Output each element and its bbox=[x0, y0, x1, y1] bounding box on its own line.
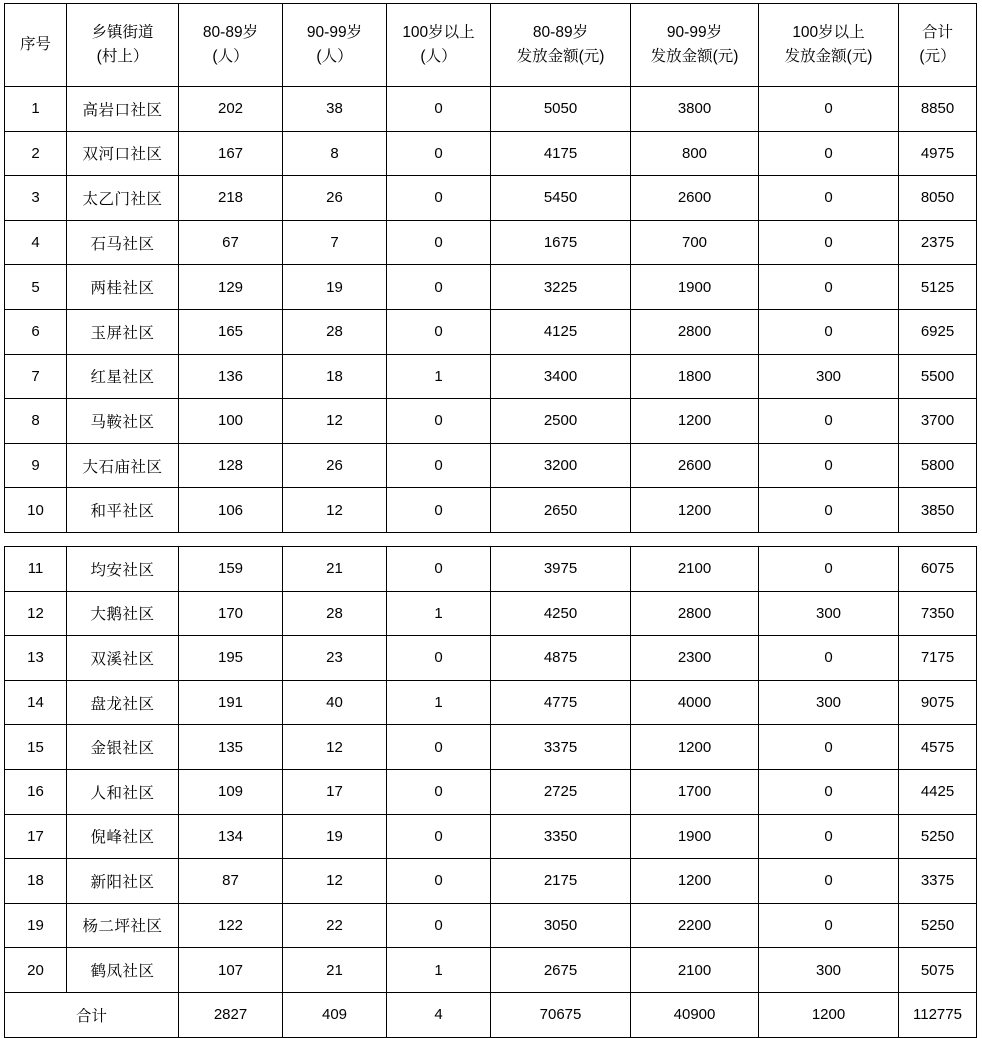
cell-age100plus-amount: 300 bbox=[759, 354, 899, 399]
column-header-age80-89-count bbox=[179, 4, 283, 87]
cell-age80-89-amount: 4775 bbox=[491, 680, 631, 725]
cell-age80-89-count: 106 bbox=[179, 488, 283, 533]
cell-age100plus-amount: 0 bbox=[759, 220, 899, 265]
header-row bbox=[5, 4, 977, 87]
table-row bbox=[5, 220, 977, 265]
cell-age90-99-amount: 1200 bbox=[631, 399, 759, 444]
table-row bbox=[5, 591, 977, 636]
cell-age100plus-amount: 0 bbox=[759, 546, 899, 591]
cell-total: 5800 bbox=[899, 443, 977, 488]
cell-age80-89-amount: 3050 bbox=[491, 903, 631, 948]
cell-age80-89-count: 159 bbox=[179, 546, 283, 591]
cell-age90-99-amount: 2200 bbox=[631, 903, 759, 948]
cell-age80-89-count: 109 bbox=[179, 769, 283, 814]
cell-age100plus-count: 0 bbox=[387, 769, 491, 814]
cell-township: 双河口社区 bbox=[67, 131, 179, 176]
header-line-1: 乡镇街道 bbox=[91, 23, 154, 41]
cell-age100plus-count: 0 bbox=[387, 636, 491, 681]
cell-township: 倪峰社区 bbox=[67, 814, 179, 859]
header-line-1: 序号 bbox=[19, 35, 51, 53]
cell-age100plus-count: 0 bbox=[387, 131, 491, 176]
table-body-part1 bbox=[5, 87, 977, 533]
cell-age80-89-amount: 4125 bbox=[491, 309, 631, 354]
cell-township: 大鹅社区 bbox=[67, 591, 179, 636]
cell-index: 3 bbox=[5, 176, 67, 221]
document-sheet bbox=[0, 3, 982, 1027]
cell-age100plus-count: 1 bbox=[387, 591, 491, 636]
cell-age80-89-amount: 3975 bbox=[491, 546, 631, 591]
cell-age80-89-count: 165 bbox=[179, 309, 283, 354]
cell-total: 6925 bbox=[899, 309, 977, 354]
table-row bbox=[5, 680, 977, 725]
cell-age100plus-amount: 0 bbox=[759, 131, 899, 176]
header-line-2: (人） bbox=[420, 48, 457, 65]
cell-age100plus-amount: 0 bbox=[759, 769, 899, 814]
cell-age100plus-count: 0 bbox=[387, 725, 491, 770]
cell-age90-99-amount: 2800 bbox=[631, 591, 759, 636]
cell-total: 7175 bbox=[899, 636, 977, 681]
table-row bbox=[5, 488, 977, 533]
cell-age80-89-amount: 4175 bbox=[491, 131, 631, 176]
table-total-row bbox=[5, 992, 977, 1037]
cell-index: 7 bbox=[5, 354, 67, 399]
cell-total: 4425 bbox=[899, 769, 977, 814]
cell-age90-99-count: 12 bbox=[283, 859, 387, 904]
total-age90-99-amount: 40900 bbox=[631, 992, 759, 1037]
header-line-1: 80-89岁 bbox=[532, 23, 589, 41]
table-row bbox=[5, 176, 977, 221]
cell-index: 18 bbox=[5, 859, 67, 904]
cell-age90-99-count: 40 bbox=[283, 680, 387, 725]
cell-index: 1 bbox=[5, 87, 67, 132]
cell-age80-89-amount: 3225 bbox=[491, 265, 631, 310]
cell-age100plus-amount: 0 bbox=[759, 814, 899, 859]
cell-total: 9075 bbox=[899, 680, 977, 725]
cell-total: 8050 bbox=[899, 176, 977, 221]
cell-age90-99-count: 12 bbox=[283, 399, 387, 444]
cell-age80-89-count: 122 bbox=[179, 903, 283, 948]
header-line-1: 100岁以上 bbox=[792, 23, 865, 41]
cell-age90-99-count: 12 bbox=[283, 488, 387, 533]
cell-age100plus-count: 0 bbox=[387, 488, 491, 533]
column-header-age90-99-amount bbox=[631, 4, 759, 87]
cell-age80-89-count: 202 bbox=[179, 87, 283, 132]
cell-index: 20 bbox=[5, 948, 67, 993]
cell-age80-89-amount: 5050 bbox=[491, 87, 631, 132]
cell-age100plus-count: 1 bbox=[387, 354, 491, 399]
cell-township: 金银社区 bbox=[67, 725, 179, 770]
cell-index: 2 bbox=[5, 131, 67, 176]
cell-age80-89-count: 191 bbox=[179, 680, 283, 725]
elderly-subsidy-table-part2 bbox=[4, 546, 977, 1038]
cell-township: 新阳社区 bbox=[67, 859, 179, 904]
cell-age100plus-amount: 0 bbox=[759, 87, 899, 132]
cell-age100plus-amount: 0 bbox=[759, 443, 899, 488]
cell-age90-99-amount: 1200 bbox=[631, 488, 759, 533]
cell-age80-89-amount: 2175 bbox=[491, 859, 631, 904]
table-part-one bbox=[0, 3, 982, 533]
cell-age100plus-amount: 0 bbox=[759, 265, 899, 310]
cell-index: 4 bbox=[5, 220, 67, 265]
cell-age90-99-count: 26 bbox=[283, 443, 387, 488]
elderly-subsidy-table-part1 bbox=[4, 3, 977, 533]
cell-township: 杨二坪社区 bbox=[67, 903, 179, 948]
table-row bbox=[5, 859, 977, 904]
cell-age80-89-count: 136 bbox=[179, 354, 283, 399]
cell-age90-99-amount: 1900 bbox=[631, 814, 759, 859]
cell-total: 4975 bbox=[899, 131, 977, 176]
table-row bbox=[5, 131, 977, 176]
cell-index: 5 bbox=[5, 265, 67, 310]
total-age80-89-count: 2827 bbox=[179, 992, 283, 1037]
total-age90-99-count: 409 bbox=[283, 992, 387, 1037]
cell-age80-89-count: 135 bbox=[179, 725, 283, 770]
cell-age90-99-count: 23 bbox=[283, 636, 387, 681]
cell-index: 17 bbox=[5, 814, 67, 859]
cell-age100plus-amount: 0 bbox=[759, 636, 899, 681]
cell-total: 5250 bbox=[899, 814, 977, 859]
cell-age80-89-count: 170 bbox=[179, 591, 283, 636]
cell-age100plus-amount: 0 bbox=[759, 309, 899, 354]
cell-age80-89-amount: 2725 bbox=[491, 769, 631, 814]
cell-age80-89-count: 128 bbox=[179, 443, 283, 488]
cell-index: 10 bbox=[5, 488, 67, 533]
total-age100plus-count: 4 bbox=[387, 992, 491, 1037]
cell-index: 16 bbox=[5, 769, 67, 814]
cell-age100plus-count: 1 bbox=[387, 948, 491, 993]
table-row bbox=[5, 769, 977, 814]
table-row bbox=[5, 309, 977, 354]
table-row bbox=[5, 443, 977, 488]
cell-age100plus-count: 0 bbox=[387, 903, 491, 948]
table-part-two bbox=[0, 546, 982, 1038]
cell-age100plus-amount: 0 bbox=[759, 903, 899, 948]
cell-age90-99-count: 28 bbox=[283, 591, 387, 636]
table-row bbox=[5, 354, 977, 399]
cell-age90-99-amount: 2600 bbox=[631, 176, 759, 221]
cell-age80-89-count: 67 bbox=[179, 220, 283, 265]
cell-township: 红星社区 bbox=[67, 354, 179, 399]
table-row bbox=[5, 265, 977, 310]
cell-total: 3850 bbox=[899, 488, 977, 533]
cell-age100plus-count: 0 bbox=[387, 176, 491, 221]
cell-age100plus-amount: 0 bbox=[759, 488, 899, 533]
table-row bbox=[5, 87, 977, 132]
cell-total: 7350 bbox=[899, 591, 977, 636]
header-line-1: 合计 bbox=[921, 23, 953, 41]
cell-total: 5125 bbox=[899, 265, 977, 310]
cell-age80-89-amount: 2500 bbox=[491, 399, 631, 444]
cell-age100plus-count: 0 bbox=[387, 399, 491, 444]
cell-age90-99-amount: 4000 bbox=[631, 680, 759, 725]
cell-township: 马鞍社区 bbox=[67, 399, 179, 444]
cell-age80-89-count: 107 bbox=[179, 948, 283, 993]
cell-total: 5500 bbox=[899, 354, 977, 399]
cell-township: 石马社区 bbox=[67, 220, 179, 265]
cell-age100plus-count: 0 bbox=[387, 859, 491, 904]
cell-age100plus-amount: 300 bbox=[759, 591, 899, 636]
total-sum: 112775 bbox=[899, 992, 977, 1037]
header-line-1: 90-99岁 bbox=[306, 23, 363, 41]
header-line-2: 发放金额(元) bbox=[784, 48, 873, 65]
column-header-age100plus-count bbox=[387, 4, 491, 87]
cell-age100plus-count: 0 bbox=[387, 87, 491, 132]
cell-total: 4575 bbox=[899, 725, 977, 770]
cell-age100plus-count: 0 bbox=[387, 814, 491, 859]
cell-age80-89-count: 100 bbox=[179, 399, 283, 444]
cell-total: 5250 bbox=[899, 903, 977, 948]
header-line-2: 发放金额(元) bbox=[516, 48, 605, 65]
table-row bbox=[5, 948, 977, 993]
cell-township: 人和社区 bbox=[67, 769, 179, 814]
cell-age80-89-amount: 5450 bbox=[491, 176, 631, 221]
header-line-1: 80-89岁 bbox=[202, 23, 259, 41]
column-header-age100plus-amount bbox=[759, 4, 899, 87]
cell-age80-89-count: 167 bbox=[179, 131, 283, 176]
cell-total: 5075 bbox=[899, 948, 977, 993]
cell-index: 11 bbox=[5, 546, 67, 591]
cell-age90-99-amount: 1700 bbox=[631, 769, 759, 814]
cell-age100plus-count: 0 bbox=[387, 546, 491, 591]
cell-age80-89-amount: 2675 bbox=[491, 948, 631, 993]
cell-age80-89-amount: 3375 bbox=[491, 725, 631, 770]
cell-age90-99-count: 7 bbox=[283, 220, 387, 265]
cell-total: 3700 bbox=[899, 399, 977, 444]
cell-township: 鹤凤社区 bbox=[67, 948, 179, 993]
cell-age100plus-amount: 300 bbox=[759, 948, 899, 993]
cell-age90-99-amount: 3800 bbox=[631, 87, 759, 132]
cell-age90-99-amount: 2100 bbox=[631, 948, 759, 993]
cell-index: 19 bbox=[5, 903, 67, 948]
cell-age90-99-amount: 2600 bbox=[631, 443, 759, 488]
page-break-gap bbox=[0, 533, 982, 546]
cell-township: 双溪社区 bbox=[67, 636, 179, 681]
cell-age80-89-count: 87 bbox=[179, 859, 283, 904]
cell-age90-99-count: 8 bbox=[283, 131, 387, 176]
cell-age90-99-amount: 1200 bbox=[631, 859, 759, 904]
cell-total: 6075 bbox=[899, 546, 977, 591]
cell-age100plus-amount: 300 bbox=[759, 680, 899, 725]
table-row bbox=[5, 725, 977, 770]
cell-age80-89-amount: 1675 bbox=[491, 220, 631, 265]
cell-age90-99-count: 19 bbox=[283, 814, 387, 859]
cell-age80-89-count: 134 bbox=[179, 814, 283, 859]
cell-age90-99-amount: 2300 bbox=[631, 636, 759, 681]
column-header-age80-89-amount bbox=[491, 4, 631, 87]
header-line-1: 100岁以上 bbox=[402, 23, 475, 41]
cell-age80-89-amount: 3200 bbox=[491, 443, 631, 488]
cell-age90-99-count: 38 bbox=[283, 87, 387, 132]
total-label: 合计 bbox=[5, 992, 179, 1037]
column-header-index bbox=[5, 4, 67, 87]
cell-township: 两桂社区 bbox=[67, 265, 179, 310]
header-line-2: (元） bbox=[919, 48, 956, 65]
cell-age90-99-amount: 2800 bbox=[631, 309, 759, 354]
cell-township: 高岩口社区 bbox=[67, 87, 179, 132]
cell-age90-99-amount: 1200 bbox=[631, 725, 759, 770]
cell-age80-89-amount: 3400 bbox=[491, 354, 631, 399]
cell-total: 8850 bbox=[899, 87, 977, 132]
cell-township: 盘龙社区 bbox=[67, 680, 179, 725]
cell-age80-89-amount: 4250 bbox=[491, 591, 631, 636]
cell-index: 12 bbox=[5, 591, 67, 636]
cell-age90-99-count: 12 bbox=[283, 725, 387, 770]
cell-township: 大石庙社区 bbox=[67, 443, 179, 488]
cell-index: 13 bbox=[5, 636, 67, 681]
total-age100plus-amount: 1200 bbox=[759, 992, 899, 1037]
cell-index: 8 bbox=[5, 399, 67, 444]
cell-age90-99-count: 17 bbox=[283, 769, 387, 814]
cell-age80-89-count: 218 bbox=[179, 176, 283, 221]
header-line-2: (村上） bbox=[96, 48, 149, 65]
cell-age100plus-amount: 0 bbox=[759, 399, 899, 444]
table-row bbox=[5, 399, 977, 444]
cell-age80-89-amount: 3350 bbox=[491, 814, 631, 859]
cell-age80-89-count: 195 bbox=[179, 636, 283, 681]
cell-age90-99-amount: 1800 bbox=[631, 354, 759, 399]
cell-total: 3375 bbox=[899, 859, 977, 904]
cell-age90-99-count: 19 bbox=[283, 265, 387, 310]
header-line-1: 90-99岁 bbox=[666, 23, 723, 41]
cell-township: 和平社区 bbox=[67, 488, 179, 533]
cell-age90-99-amount: 2100 bbox=[631, 546, 759, 591]
cell-index: 6 bbox=[5, 309, 67, 354]
header-line-2: 发放金额(元) bbox=[650, 48, 739, 65]
cell-age100plus-count: 1 bbox=[387, 680, 491, 725]
cell-township: 均安社区 bbox=[67, 546, 179, 591]
cell-age80-89-amount: 2650 bbox=[491, 488, 631, 533]
cell-age100plus-amount: 0 bbox=[759, 176, 899, 221]
cell-age90-99-count: 18 bbox=[283, 354, 387, 399]
cell-township: 太乙门社区 bbox=[67, 176, 179, 221]
cell-age100plus-count: 0 bbox=[387, 220, 491, 265]
cell-age80-89-count: 129 bbox=[179, 265, 283, 310]
cell-age100plus-amount: 0 bbox=[759, 725, 899, 770]
cell-age100plus-count: 0 bbox=[387, 443, 491, 488]
column-header-township bbox=[67, 4, 179, 87]
cell-index: 14 bbox=[5, 680, 67, 725]
cell-index: 9 bbox=[5, 443, 67, 488]
table-row bbox=[5, 814, 977, 859]
cell-age90-99-amount: 1900 bbox=[631, 265, 759, 310]
total-age80-89-amount: 70675 bbox=[491, 992, 631, 1037]
cell-age90-99-count: 28 bbox=[283, 309, 387, 354]
column-header-age90-99-count bbox=[283, 4, 387, 87]
column-header-total bbox=[899, 4, 977, 87]
table-row bbox=[5, 546, 977, 591]
table-row bbox=[5, 636, 977, 681]
table-body-part2 bbox=[5, 546, 977, 1037]
cell-age100plus-count: 0 bbox=[387, 309, 491, 354]
cell-age100plus-count: 0 bbox=[387, 265, 491, 310]
cell-age90-99-count: 21 bbox=[283, 948, 387, 993]
cell-age90-99-count: 26 bbox=[283, 176, 387, 221]
cell-age80-89-amount: 4875 bbox=[491, 636, 631, 681]
cell-age90-99-amount: 700 bbox=[631, 220, 759, 265]
cell-age90-99-count: 22 bbox=[283, 903, 387, 948]
cell-index: 15 bbox=[5, 725, 67, 770]
header-line-2: (人） bbox=[212, 48, 249, 65]
cell-township: 玉屏社区 bbox=[67, 309, 179, 354]
cell-age90-99-count: 21 bbox=[283, 546, 387, 591]
header-line-2: (人） bbox=[316, 48, 353, 65]
table-row bbox=[5, 903, 977, 948]
cell-total: 2375 bbox=[899, 220, 977, 265]
cell-age100plus-amount: 0 bbox=[759, 859, 899, 904]
table-header bbox=[5, 4, 977, 87]
cell-age90-99-amount: 800 bbox=[631, 131, 759, 176]
